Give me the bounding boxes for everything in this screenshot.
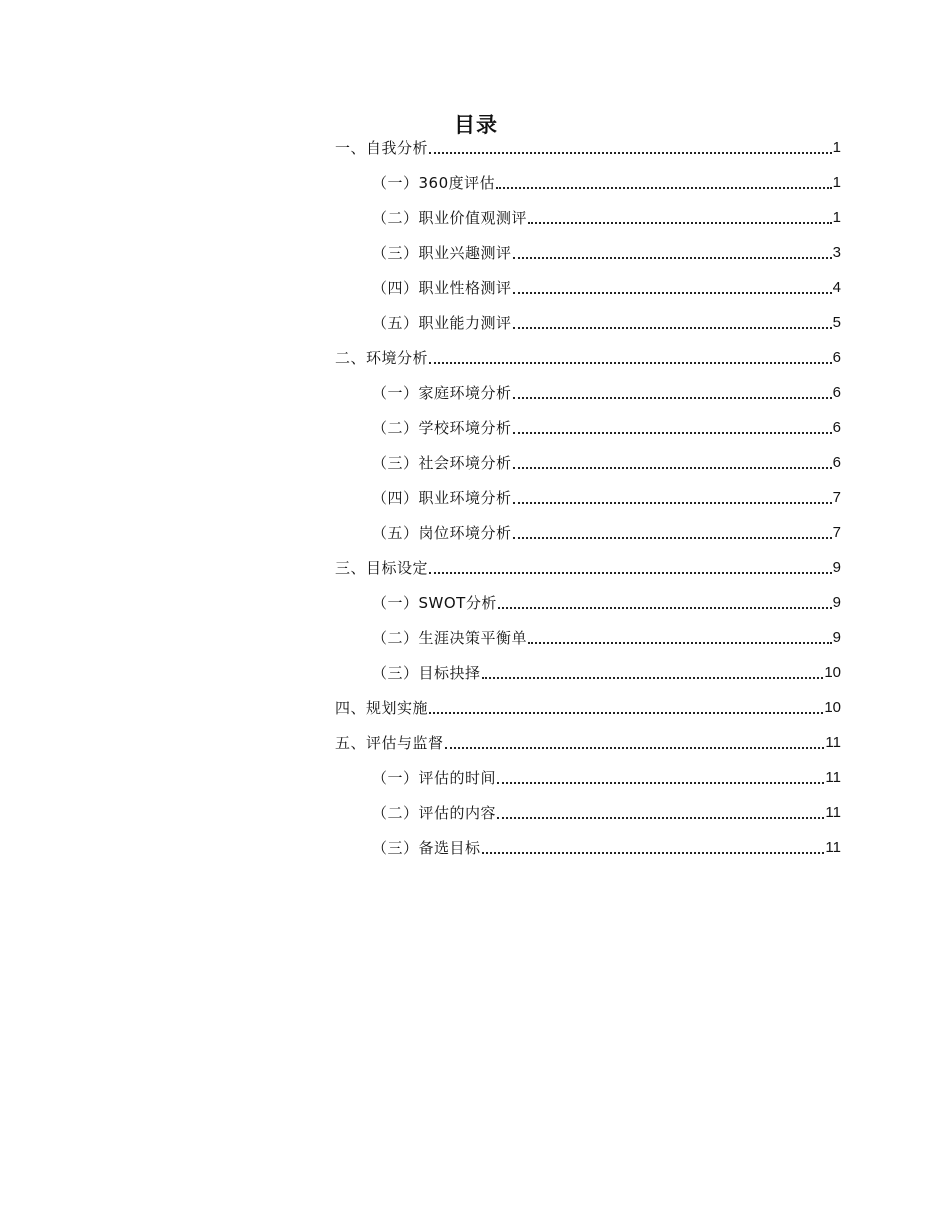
dot-leader	[445, 747, 825, 749]
toc-entry-text: （二）生涯决策平衡单	[372, 629, 528, 647]
toc-entry-text: （三）目标抉择	[372, 664, 481, 682]
dot-leader	[513, 467, 832, 469]
toc-entry-text: （四）职业环境分析	[372, 489, 512, 507]
toc-page-number: 6	[832, 454, 841, 471]
toc-entry-text: （一）评估的时间	[372, 769, 497, 787]
dot-leader	[482, 677, 824, 679]
toc-entry[interactable]	[335, 440, 841, 475]
toc-page-number: 1	[832, 174, 841, 191]
toc-entry[interactable]	[335, 650, 841, 685]
dot-leader	[513, 292, 832, 294]
toc-entry[interactable]	[335, 335, 841, 370]
toc-entry[interactable]	[335, 545, 841, 580]
dot-leader	[429, 572, 832, 574]
toc-page-number: 9	[832, 629, 841, 646]
toc-page-number: 10	[824, 664, 841, 681]
dot-leader	[429, 362, 832, 364]
toc-entry-text: （四）职业性格测评	[372, 279, 512, 297]
toc-entry-text: （一）360度评估	[372, 174, 496, 192]
dot-leader	[498, 607, 832, 609]
toc-entry[interactable]	[335, 160, 841, 195]
dot-leader	[513, 257, 832, 259]
toc-entry[interactable]	[335, 580, 841, 615]
toc-entry[interactable]	[335, 685, 841, 720]
toc-entry[interactable]	[335, 615, 841, 650]
toc-entry-text: 一、自我分析	[335, 139, 429, 157]
toc-entry[interactable]	[335, 720, 841, 755]
toc-entry[interactable]	[335, 825, 841, 860]
toc-title: 目录	[454, 113, 498, 137]
toc-page-number: 11	[825, 804, 841, 821]
toc-page-number: 11	[825, 839, 841, 856]
toc-page-number: 10	[824, 699, 841, 716]
toc-entry-text: （五）职业能力测评	[372, 314, 512, 332]
toc-page-number: 1	[832, 209, 841, 226]
toc-entry-text: （三）职业兴趣测评	[372, 244, 512, 262]
toc-entry-text: （三）备选目标	[372, 839, 481, 857]
toc-entry-text: （二）学校环境分析	[372, 419, 512, 437]
dot-leader	[482, 852, 825, 854]
toc-entry[interactable]	[335, 510, 841, 545]
dot-leader	[429, 712, 823, 714]
toc-entry[interactable]	[335, 138, 841, 160]
toc-page-number: 9	[832, 594, 841, 611]
toc-entry[interactable]	[335, 790, 841, 825]
toc-entry[interactable]	[335, 370, 841, 405]
dot-leader	[513, 502, 832, 504]
toc-entry-text: 五、评估与监督	[335, 734, 444, 752]
toc-entry[interactable]	[335, 300, 841, 335]
toc-entry-text: 三、目标设定	[335, 559, 429, 577]
toc-page-number: 4	[832, 279, 841, 296]
toc-entry-text: （二）评估的内容	[372, 804, 497, 822]
toc-page-number: 9	[832, 559, 841, 576]
dot-leader	[513, 327, 832, 329]
dot-leader	[513, 432, 832, 434]
toc-entry-text: （一）家庭环境分析	[372, 384, 512, 402]
toc-page-number: 7	[832, 524, 841, 541]
table-of-contents	[335, 138, 841, 860]
toc-page-number: 11	[825, 769, 841, 786]
toc-entry-text: （一）SWOT分析	[372, 594, 497, 612]
dot-leader	[496, 187, 832, 189]
dot-leader	[528, 222, 832, 224]
toc-page-number: 6	[832, 419, 841, 436]
toc-entry[interactable]	[335, 755, 841, 790]
toc-page-number: 3	[832, 244, 841, 261]
toc-entry-text: 二、环境分析	[335, 349, 429, 367]
toc-entry[interactable]	[335, 475, 841, 510]
toc-entry-text: 四、规划实施	[335, 699, 429, 717]
toc-entry-text: （二）职业价值观测评	[372, 209, 528, 227]
toc-page-number: 6	[832, 384, 841, 401]
toc-entry[interactable]	[335, 195, 841, 230]
toc-page-number: 11	[825, 734, 841, 751]
toc-entry-text: （五）岗位环境分析	[372, 524, 512, 542]
toc-entry[interactable]	[335, 265, 841, 300]
dot-leader	[513, 397, 832, 399]
dot-leader	[497, 817, 824, 819]
toc-entry[interactable]	[335, 405, 841, 440]
toc-entry[interactable]	[335, 230, 841, 265]
dot-leader	[429, 152, 832, 154]
dot-leader	[513, 537, 832, 539]
toc-page-number: 5	[832, 314, 841, 331]
toc-page-number: 1	[832, 139, 841, 156]
toc-page-number: 7	[832, 489, 841, 506]
toc-entry-text: （三）社会环境分析	[372, 454, 512, 472]
dot-leader	[497, 782, 824, 784]
dot-leader	[528, 642, 832, 644]
toc-page-number: 6	[832, 349, 841, 366]
